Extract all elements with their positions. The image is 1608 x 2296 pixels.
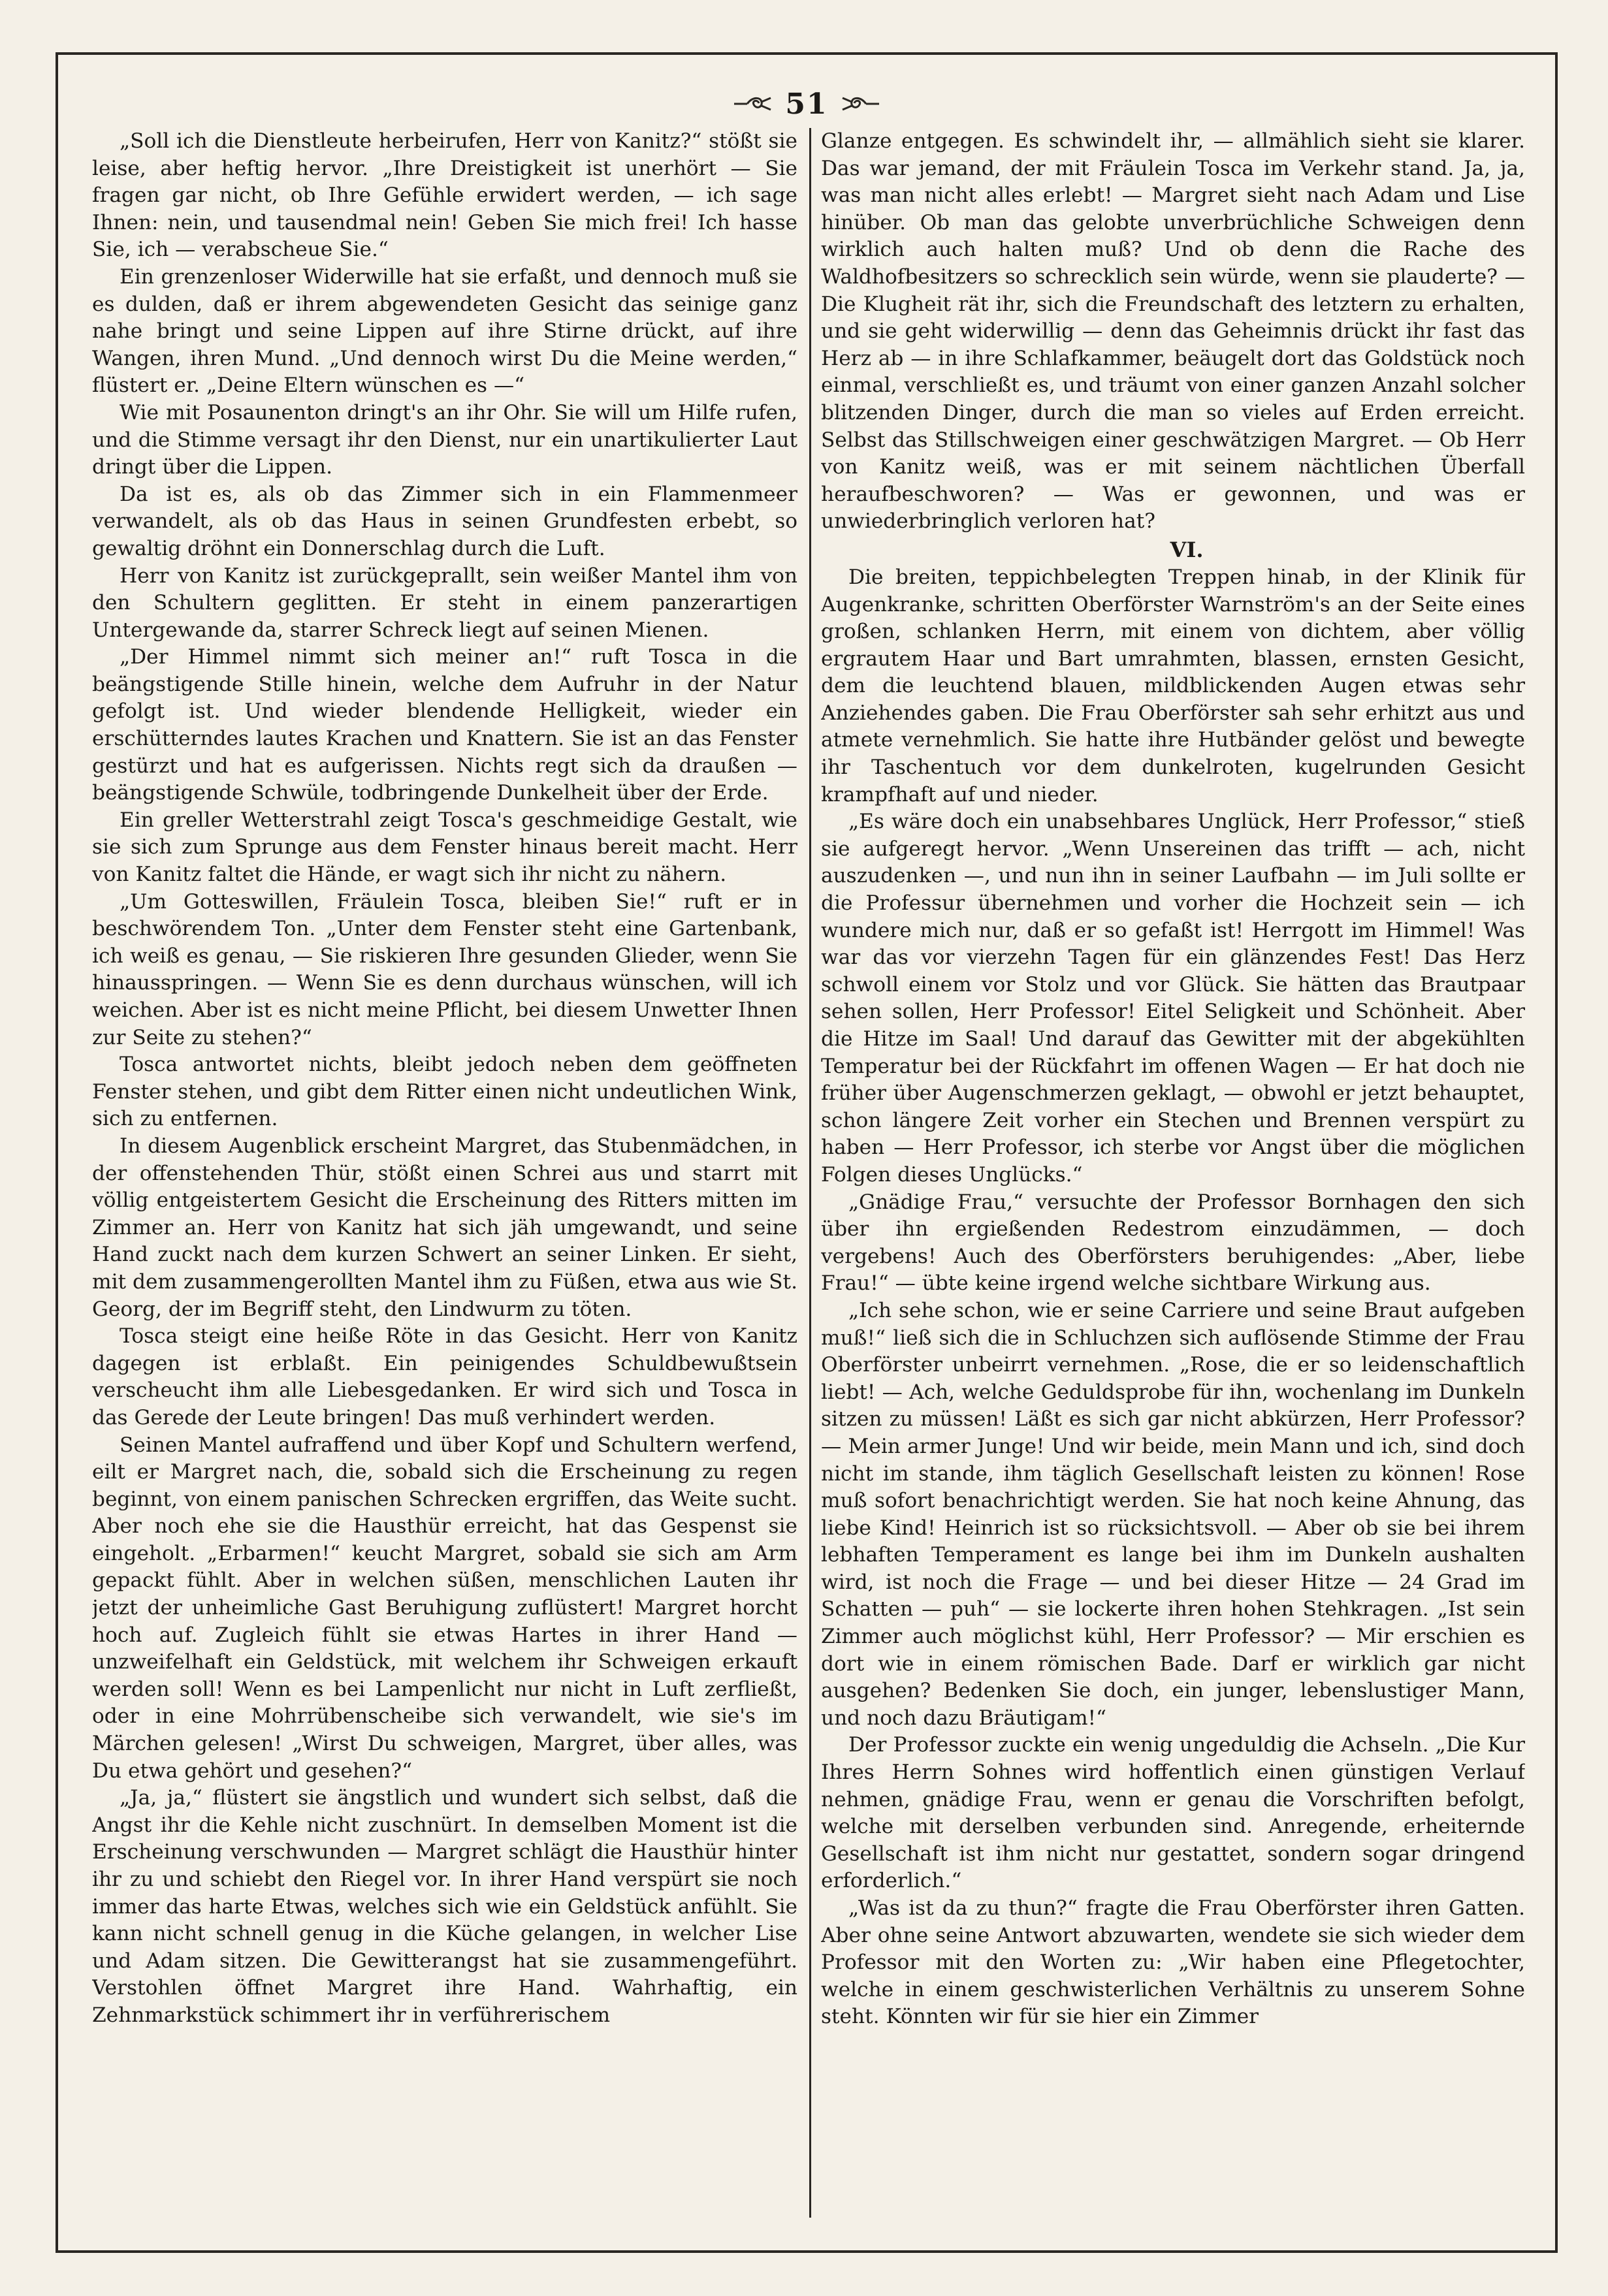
paragraph: „Soll ich die Dienstleute herbeirufen, Herr von Kanitz?“ stößt sie leise, aber heftig hervor. „Ihre Dreistigkeit ist unerhört — Sie fragen gar nicht, ob Ihre Gefühle erwidert werden, — ich sage Ihnen: nein, und tausendmal nein! Geben Sie mich frei! Ich hasse Sie, ich — verabscheue Sie.“: [92, 129, 797, 262]
paragraph: Da ist es, als ob das Zimmer sich in ein Flammenmeer verwandelt, als ob das Haus in seinen Grundfesten erbebt, so gewaltig dröhnt ein Donnerschlag durch die Luft.: [92, 482, 797, 560]
section-heading: VI.: [1170, 537, 1204, 562]
paragraph: „Es wäre doch ein unabsehbares Unglück, Herr Professor,“ stieß sie aufgeregt hervor. „Wenn Unsereinen das trifft — ach, nicht auszudenken —, und nun ihn in seiner Laufbahn — im Juli sollte er die Professur übernehmen und vorher die Hochzeit sein — ich wundere mich nur, daß er so gefaßt ist! Herrgott im Himmel! Was war das vor vierzehn Tagen für ein glänzendes Fest! Das Herz schwoll einem vor Stolz und vor Glück. Sie hätten das Brautpaar sehen sollen, Herr Professor! Eitel Seligkeit und Schönheit. Aber die Hitze im Saal! Und darauf das Gewitter mit der abgekühlten Temperatur bei der Rückfahrt im offenen Wagen — Er hat doch nie früher über Augenschmerzen geklagt, — obwohl er jetzt behauptet, schon längere Zeit vorher ein Stechen und Brennen verspürt zu haben — Herr Professor, ich sterbe vor Angst über die möglichen Folgen dieses Unglücks.“: [821, 810, 1525, 1187]
paragraph: Tosca antwortet nichts, bleibt jedoch neben dem geöffneten Fenster stehen, und gibt dem Ritter einen nicht undeutlichen Wink, sich zu entfernen.: [92, 1053, 797, 1131]
left-column: [92, 128, 797, 2224]
paragraph: Ein grenzenloser Widerwille hat sie erfaßt, und dennoch muß sie es dulden, daß er ihrem abgewendeten Gesicht das seinige ganz nahe bringt und seine Lippen auf ihre Stirne drückt, auf ihre Wangen, ihren Mund. „Und dennoch wirst Du die Meine werden,“ flüstert er. „Deine Eltern wünschen es —“: [92, 264, 797, 398]
paragraph: „Um Gotteswillen, Fräulein Tosca, bleiben Sie!“ ruft er in beschwörendem Ton. „Unter dem Fenster steht eine Gartenbank, ich weiß es genau, — Sie riskieren Ihre gesunden Glieder, wenn Sie hinausspringen. — Wenn Sie es denn durchaus wünschen, will ich weichen. Aber ist es nicht meine Pflicht, bei diesem Unwetter Ihnen zur Seite zu stehen?“: [92, 889, 797, 1049]
fleuron-left-icon: [733, 94, 773, 114]
paragraph: Seinen Mantel aufraffend und über Kopf und Schultern werfend, eilt er Margret nach, die, sobald sich die Erscheinung zu regen beginnt, von einem panischen Schrecken ergriffen, das Weite sucht. Aber noch ehe sie die Hausthür erreicht, hat das Gespenst sie eingeholt. „Erbarmen!“ keucht Margret, sobald sie sich am Arm gepackt fühlt. Aber in welchen süßen, menschlichen Lauten ihr jetzt der unheimliche Gast Beruhigung zuflüstert! Margret horcht hoch auf. Zugleich fühlt sie etwas Hartes in ihrer Hand — unzweifelhaft ein Geldstück, mit welchem ihr Schweigen erkauft werden soll! Wenn es bei Lampenlicht nur nicht in Luft zerfließt, oder in eine Mohrrübenscheibe sich verwandelt, wie sie's im Märchen gelesen! „Wirst Du schweigen, Margret, über alles, was Du etwa gehört und gesehen?“: [92, 1433, 797, 1783]
paragraph: Tosca steigt eine heiße Röte in das Gesicht. Herr von Kanitz dagegen ist erblaßt. Ein peinigendes Schuldbewußtsein verscheucht ihm alle Liebesgedanken. Er wird sich und Tosca in das Gerede der Leute bringen! Das muß verhindert werden.: [92, 1324, 797, 1429]
paragraph: In diesem Augenblick erscheint Margret, das Stubenmädchen, in der offenstehenden Thür, stößt einen Schrei aus und starrt mit völlig entgeistertem Gesicht die Erscheinung des Ritters mitten im Zimmer an. Herr von Kanitz hat sich jäh umgewandt, und seine Hand zuckt nach dem kurzen Schwert an seiner Linken. Er sieht, mit dem zusammengerollten Mantel ihm zu Füßen, etwa aus wie St. Georg, der im Begriff steht, den Lindwurm zu töten.: [92, 1134, 797, 1321]
page-header: [58, 81, 1555, 127]
paragraph: „Ich sehe schon, wie er seine Carriere und seine Braut aufgeben muß!“ ließ sich die in Schluchzen sich auflösende Stimme der Frau Oberförster unbeirrt vernehmen. „Rose, die er so leidenschaftlich liebt! — Ach, welche Geduldsprobe für ihn, wochenlang im Dunkeln sitzen zu müssen! Läßt es sich gar nicht abkürzen, Herr Professor? — Mein armer Junge! Und wir beide, mein Mann und ich, sind doch nicht im stande, ihm täglich Gesellschaft leisten zu können! Rose muß sofort benachrichtigt werden. Sie hat noch keine Ahnung, das liebe Kind! Heinrich ist so rücksichtsvoll. — Aber ob sie bei ihrem lebhaften Temperament es lange bei ihm im Dunkeln aushalten wird, ist noch die Frage — und bei dieser Hitze — 24 Grad im Schatten — puh“ — sie lockerte ihren hohen Stehkragen. „Ist sein Zimmer auch möglichst kühl, Herr Professor? — Mir erschien es dort wie in einem römischen Bade. Darf er wirklich gar nicht ausgehen? Bedenken Sie doch, ein junger, lebenslustiger Mann, und noch dazu Bräutigam!“: [821, 1298, 1525, 1730]
continued-paragraph: Glanze entgegen. Es schwindelt ihr, — allmählich sieht sie klarer. Das war jemand, der mit Fräulein Tosca im Verkehr stand. Ja, ja, was man nicht alles erlebt! — Margret sieht nach Adam und Lise hinüber. Ob man das gelobte unverbrüchliche Schweigen denn wirklich auch halten muß? Und ob denn die Rache des Waldhofbesitzers so schrecklich sein würde, wenn sie plauderte? — Die Klugheit rät ihr, sich die Freundschaft des letztern zu erhalten, und sie geht widerwillig — denn das Geheimnis drückt ihr fast das Herz ab — in ihre Schlafkammer, beäugelt dort das Goldstück noch einmal, verschließt es, und träumt von einer ganzen Anzahl solcher blitzenden Dinger, durch die man so vieles auf Erden erreicht. Selbst das Stillschweigen einer geschwätzigen Margret. — Ob Herr von Kanitz weiß, was er mit seinem nächtlichen Überfall heraufbeschworen? — Was er gewonnen, und was er unwiederbringlich verloren hat?: [821, 129, 1525, 534]
column-divider: [809, 128, 811, 2218]
paragraph: „Der Himmel nimmt sich meiner an!“ ruft Tosca in die beängstigende Stille hinein, welche dem Aufruhr in der Natur gefolgt ist. Und wieder blendende Helligkeit, wieder ein erschütterndes lautes Krachen und Knattern. Sie ist an das Fenster gestürzt und hat es aufgerissen. Nichts regt sich da draußen — beängstigende Schwüle, todbringende Dunkelheit über der Erde.: [92, 645, 797, 805]
paragraph: Wie mit Posaunenton dringt's an ihr Ohr. Sie will um Hilfe rufen, und die Stimme versagt ihr den Dienst, nur ein unartikulierter Laut dringt über die Lippen.: [92, 400, 797, 479]
paragraph: „Ja, ja,“ flüstert sie ängstlich und wundert sich selbst, daß die Angst ihr die Kehle nicht zuschnürt. In demselben Moment ist die Erscheinung verschwunden — Margret schlägt die Hausthür hinter ihr zu und schiebt den Riegel vor. In ihrer Hand verspürt sie noch immer das harte Etwas, welches sich wie ein Geldstück anfühlt. Sie kann nicht schnell genug in die Küche gelangen, in welcher Lise und Adam sitzen. Die Gewitterangst hat sie zusammengeführt. Verstohlen öffnet Margret ihre Hand. Wahrhaftig, ein Zehnmarkstück schimmert ihr in verführerischem: [92, 1786, 797, 2027]
fleuron-right-icon: [840, 94, 880, 114]
paragraph: Herr von Kanitz ist zurückgeprallt, sein weißer Mantel ihm von den Schultern geglitten. Er steht in einem panzerartigen Untergewande da, starrer Schreck liegt auf seinen Mienen.: [92, 564, 797, 642]
paragraph: Der Professor zuckte ein wenig ungeduldig die Achseln. „Die Kur Ihres Herrn Sohnes wird hoffentlich einen günstigen Verlauf nehmen, gnädige Frau, wenn er genau die Vorschriften befolgt, welche mit derselben verbunden sind. Anregende, erheiternde Gesellschaft ist ihm nicht nur gestattet, sondern sogar dringend erforderlich.“: [821, 1733, 1525, 1893]
page-number: 51: [785, 87, 828, 121]
page-border-frame: [56, 52, 1558, 2253]
paragraph: „Gnädige Frau,“ versuchte der Professor Bornhagen den sich über ihn ergießenden Redestrom einzudämmen, — doch vergebens! Auch des Oberförsters beruhigendes: „Aber, liebe Frau!“ — übte keine irgend welche sichtbare Wirkung aus.: [821, 1190, 1525, 1296]
paragraph: Die breiten, teppichbelegten Treppen hinab, in der Klinik für Augenkranke, schritten Oberförster Warnström's an der Seite eines großen, schlanken Herrn, mit einem von dichtem, aber völlig ergrautem Haar und Bart umrahmten, blassen, ernsten Gesicht, dem die leuchtend blauen, mildblickenden Augen etwas sehr Anziehendes gaben. Die Frau Oberförster sah sehr erhitzt aus und atmete vernehmlich. Sie hatte ihre Hutbänder gelöst und bewegte ihr Taschentuch vor dem dunkelroten, kugelrunden Gesicht krampfhaft auf und nieder.: [821, 565, 1525, 806]
paragraph: Ein greller Wetterstrahl zeigt Tosca's geschmeidige Gestalt, wie sie sich zum Sprunge aus dem Fenster hinaus bereit macht. Herr von Kanitz faltet die Hände, er wagt sich ihr nicht zu nähern.: [92, 808, 797, 887]
right-column: [821, 128, 1525, 2224]
paragraph: „Was ist da zu thun?“ fragte die Frau Oberförster ihren Gatten. Aber ohne seine Antwort abzuwarten, wendete sie sich wieder dem Professor mit den Worten zu: „Wir haben eine Pflegetochter, welche in einem geschwisterlichen Verhältnis zu unserem Sohne steht. Könnten wir für sie hier ein Zimmer: [821, 1896, 1525, 2029]
